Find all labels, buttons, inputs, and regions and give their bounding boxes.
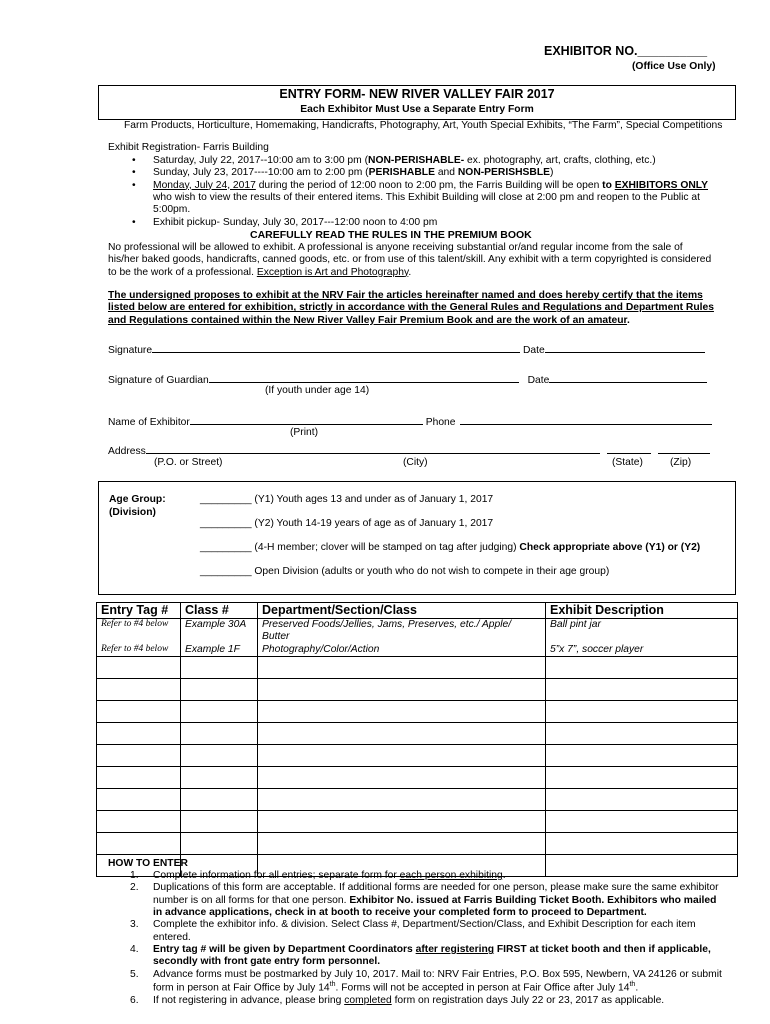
col-department: Department/Section/Class — [258, 603, 546, 619]
print-note: (Print) — [290, 427, 319, 438]
table-row[interactable] — [97, 745, 738, 767]
col-description: Exhibit Description — [546, 603, 738, 619]
phone-field[interactable] — [460, 414, 712, 425]
table-row[interactable] — [97, 679, 738, 701]
how-to-enter-heading: HOW TO ENTER — [108, 858, 188, 869]
guardian-date-field[interactable] — [549, 372, 707, 383]
registration-pickup: • Exhibit pickup- Sunday, July 30, 2017---12:00 noon to 4:00 pm — [153, 217, 713, 229]
age-group-label: Age Group: — [109, 494, 166, 505]
form-title: ENTRY FORM- NEW RIVER VALLEY FAIR 2017 — [279, 87, 555, 101]
registration-saturday: • Saturday, July 22, 2017--10:00 am to 3:00 pm (NON-PERISHABLE- ex. photography, art, crafts, clothing, etc.) — [153, 155, 713, 167]
table-row[interactable] — [97, 701, 738, 723]
table-row-example: Refer to #4 below Example 1F Photography/Color/Action 5”x 7”, soccer player — [97, 644, 738, 657]
exhibitor-number-label: EXHIBITOR NO.__________ — [544, 44, 708, 58]
guardian-signature-field[interactable] — [209, 372, 519, 383]
option-y1[interactable]: _________ (Y1) Youth ages 13 and under as of January 1, 2017 — [200, 494, 494, 505]
table-row[interactable] — [97, 723, 738, 745]
col-class: Class # — [181, 603, 258, 619]
table-row-example: Refer to #4 below Example 30A Preserved Foods/Jellies, Jams, Preserves, etc./ Apple/ Butter Ball pint jar — [97, 619, 738, 644]
address-label: Address — [108, 446, 146, 457]
col-entry-tag: Entry Tag # — [97, 603, 181, 619]
registration-monday: • Monday, July 24, 2017 during the period of 12:00 noon to 2:00 pm, the Farris Building will be open to EXHIBITORS ONLY who wish to view the results of their entered items. This Exhibit Building will close at 2:00 pm and reopen to the Public at 5:00pm. — [153, 180, 713, 217]
registration-list — [153, 155, 713, 229]
option-y2[interactable]: _________ (Y2) Youth 14-19 years of age as of January 1, 2017 — [200, 518, 494, 529]
certification-statement: The undersigned proposes to exhibit at the NRV Fair the articles hereinafter named and does hereby certify that the items listed below are entered for exhibition, strictly in accordance with the General Rules and Regulations and Department Rules and Regulations contained within the New River Valley Fair Premium Book and are the work of an amateur. — [108, 290, 714, 326]
table-row[interactable] — [97, 767, 738, 789]
step-6: 6. If not registering in advance, please bring completed form on registration days July 22 or 23, 2017 as applicable. — [130, 994, 665, 1006]
how-to-enter-list — [130, 870, 725, 1007]
zip-field[interactable] — [658, 443, 710, 454]
table-row[interactable] — [97, 789, 738, 811]
guardian-row — [108, 372, 718, 387]
registration-sunday: • Sunday, July 23, 2017----10:00 am to 2:00 pm (PERISHABLE and NON-PERISHSBLE) — [153, 167, 713, 179]
guardian-label: Signature of Guardian — [108, 375, 209, 386]
signature-label: Signature — [108, 345, 153, 356]
guardian-date-label: Date — [527, 375, 550, 386]
state-note: (State) — [612, 457, 643, 468]
name-row — [108, 414, 728, 429]
categories-line: Farm Products, Horticulture, Homemaking, Handicrafts, Photography, Art, Youth Special Exhibits, “The Farm”, Special Competitions — [124, 120, 723, 131]
street-note: (P.O. or Street) — [154, 457, 223, 468]
form-subtitle: Each Exhibitor Must Use a Separate Entry Form — [300, 104, 534, 115]
step-4: 4. Entry tag # will be given by Department Coordinators after registering FIRST at ticket booth and then if applicable, secondly with front gate entry form personnel. — [130, 944, 711, 968]
age-group-box — [98, 481, 736, 595]
signature-row — [108, 342, 718, 357]
option-open[interactable]: _________ Open Division (adults or youth who do not wish to compete in their age group) — [200, 566, 610, 577]
table-row[interactable] — [97, 833, 738, 855]
option-4h[interactable]: _________ (4-H member; clover will be stamped on tag after judging) Check appropriate above (Y1) or (Y2) — [200, 542, 701, 553]
zip-note: (Zip) — [670, 457, 692, 468]
table-row[interactable] — [97, 811, 738, 833]
step-5: 5. Advance forms must be postmarked by July 10, 2017. Mail to: NRV Fair Entries, P.O. Box 595, Newbern, VA 24126 or submit form in person at Fair Office by July 14th. Forms will not be accepted in person at Fair Office after July 14th. — [130, 968, 722, 994]
table-header-row — [97, 603, 738, 619]
step-1: 1. Complete information for all entries; separate form for each person exhibiting. — [130, 870, 506, 881]
name-label: Name of Exhibitor — [108, 417, 190, 428]
entries-table — [96, 602, 738, 877]
table-row[interactable] — [97, 657, 738, 679]
exhibitor-name-field[interactable] — [190, 414, 423, 425]
phone-label: Phone — [425, 417, 456, 428]
rules-paragraph: No professional will be allowed to exhibit. A professional is anyone receiving substantial or/and regular income from the sale of his/her baked goods, handicrafts, canned goods, etc. or from use of this talent/skill. Any exhibit with a term copyrighted is considered to be the work of a professional. Exception is Art and Photography. — [108, 242, 712, 278]
rules-heading: CAREFULLY READ THE RULES IN THE PREMIUM BOOK — [250, 229, 532, 241]
address-field[interactable] — [146, 443, 600, 454]
guardian-note: (If youth under age 14) — [265, 385, 370, 396]
title-box — [98, 85, 736, 120]
signature-date-field[interactable] — [545, 342, 705, 353]
step-2: 2. Duplications of this form are acceptable. If additional forms are needed for one person, please make sure the same exhibitor number is on all forms for that one person. Exhibitor No. issued at Farris Building Ticket Booth. Exhibitors who mailed in advance applications, check in at booth to receive your completed form to proceed to Department. — [130, 882, 719, 919]
signature-field[interactable] — [152, 342, 520, 353]
city-note: (City) — [403, 457, 428, 468]
registration-heading: Exhibit Registration- Farris Building — [108, 142, 269, 153]
state-field[interactable] — [607, 443, 651, 454]
office-use-note: (Office Use Only) — [632, 61, 716, 72]
date-label: Date — [522, 345, 545, 356]
division-label: (Division) — [109, 507, 156, 518]
step-3: 3. Complete the exhibitor info. & division. Select Class #, Department/Section/Class, and Exhibit Description for each item entered. — [130, 919, 696, 943]
